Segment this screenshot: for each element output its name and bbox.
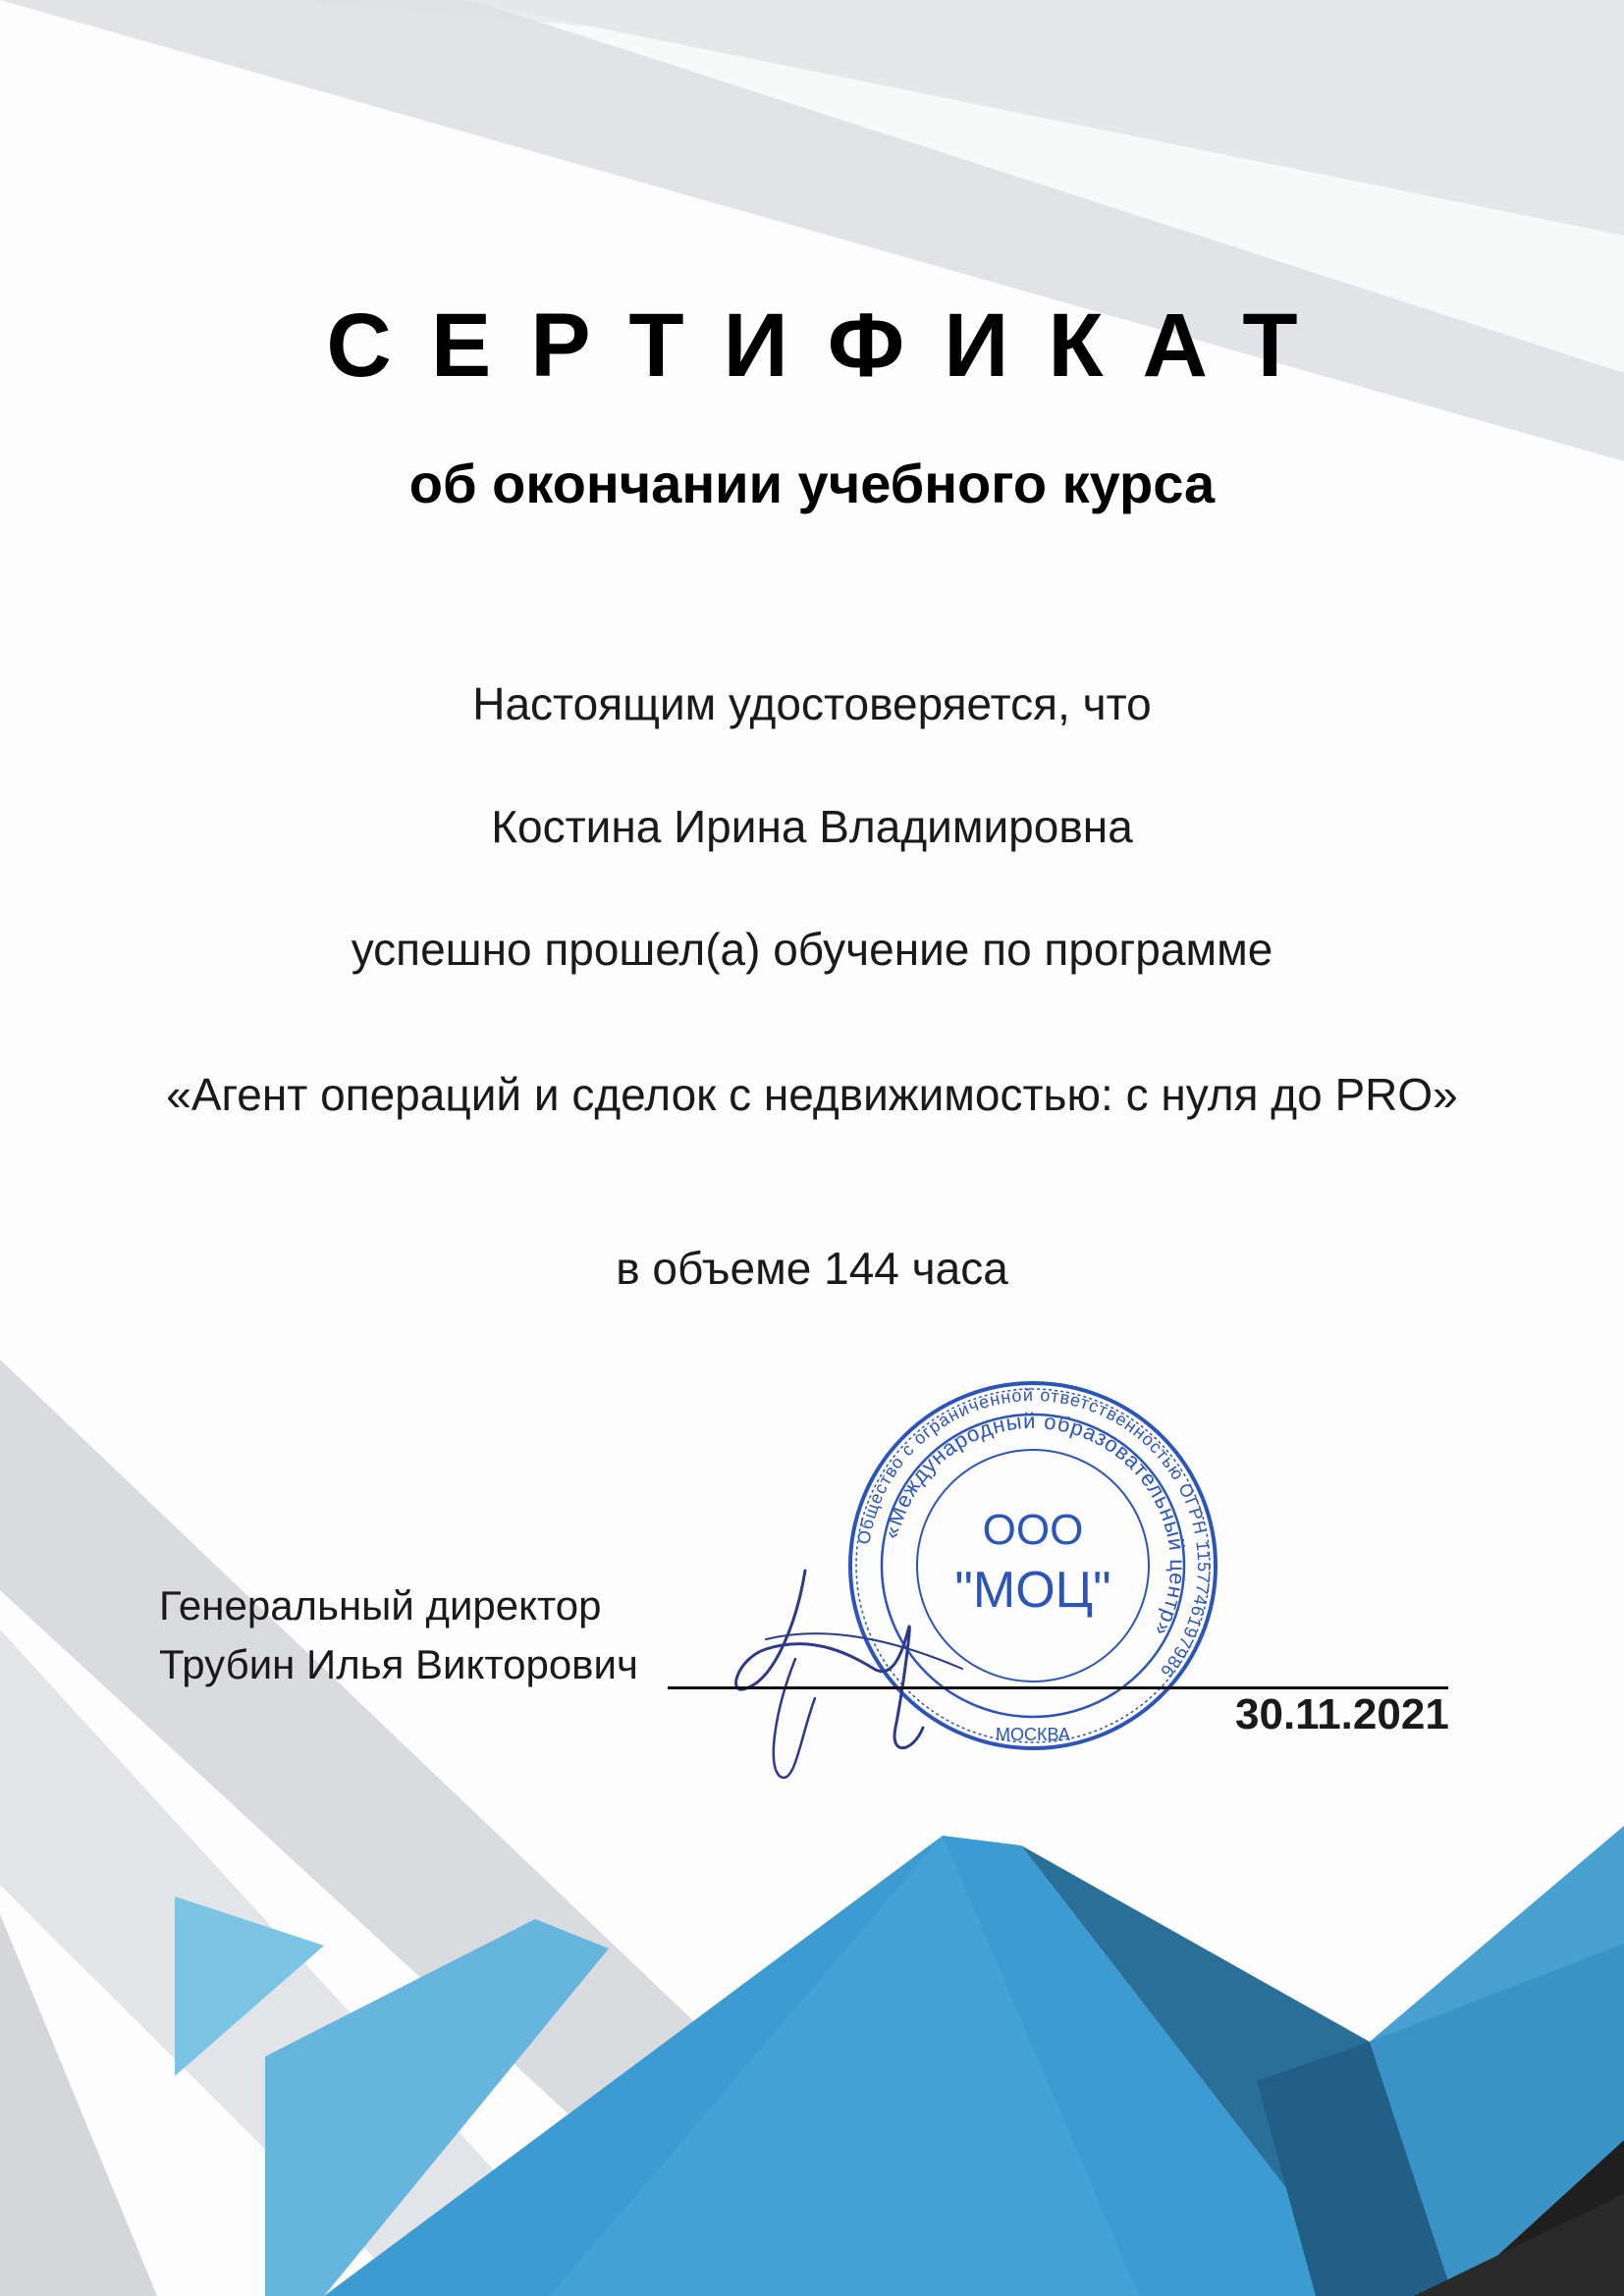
course-volume: в объеме 144 часа	[616, 1243, 1008, 1294]
stamp-org-name: "МОЦ"	[954, 1562, 1111, 1619]
signer-name: Трубин Илья Викторович	[159, 1641, 638, 1687]
stamp-city: МОСКВА	[996, 1725, 1070, 1744]
certificate-subtitle: об окончании учебного курса	[408, 453, 1216, 514]
stamp-inner-ring-text: «Международный образовательный центр»	[878, 1408, 1191, 1641]
issue-date: 30.11.2021	[1235, 1690, 1449, 1738]
stamp-outer-ring-text: Общество с ограниченной ответственностью ОГРН 1157746197986	[853, 1384, 1215, 1682]
signature-line	[668, 1686, 1448, 1689]
program-title: «Агент операций и сделок с недвижимостью: с нуля до PRO»	[166, 1069, 1458, 1120]
handwritten-signature	[707, 1531, 1001, 1806]
completion-text: успешно прошел(а) обучение по программе	[351, 924, 1273, 975]
stamp-org-form: ООО	[982, 1506, 1084, 1554]
certificate-title: СЕРТИФИКАТ	[326, 295, 1337, 396]
recipient-name: Костина Ирина Владимировна	[491, 801, 1133, 852]
signer-role: Генеральный директор	[159, 1582, 602, 1629]
intro-text: Настоящим удостоверяется, что	[472, 678, 1152, 729]
